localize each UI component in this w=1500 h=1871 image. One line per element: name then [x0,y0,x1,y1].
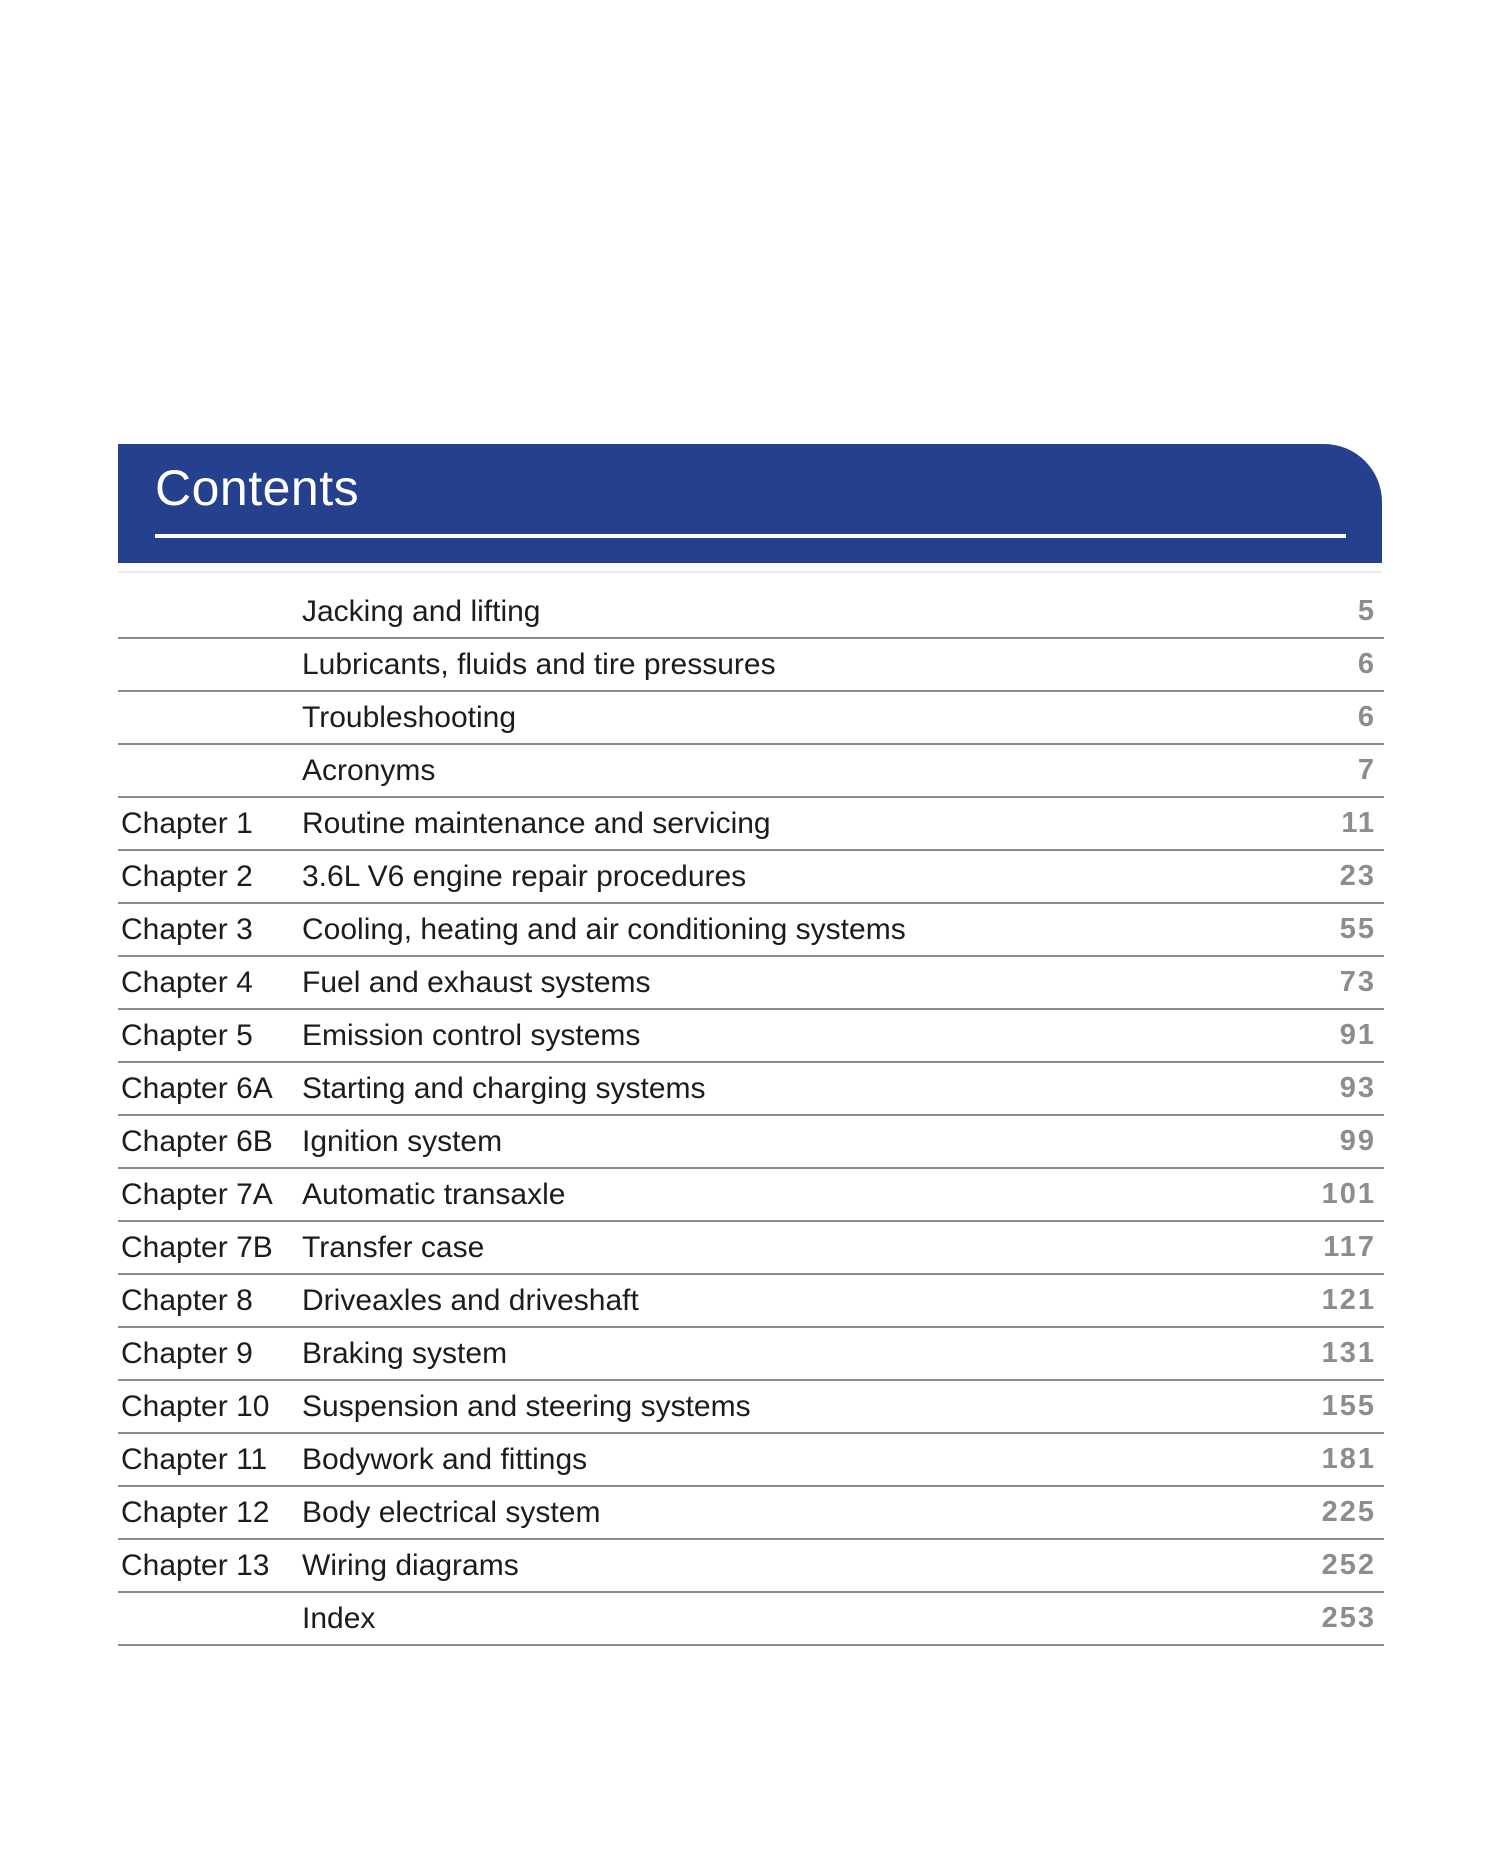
toc-row [118,904,1384,957]
page-number: 5 [1357,595,1376,627]
section-title: Emission control systems [302,1018,641,1052]
chapter-label: Chapter 6A [121,1071,273,1105]
section-title: Bodywork and fittings [302,1442,588,1476]
section-title: Suspension and steering systems [302,1389,751,1423]
chapter-label: Chapter 13 [121,1548,270,1582]
page-number: 99 [1339,1125,1376,1157]
chapter-label: Chapter 9 [121,1336,253,1370]
toc-row [118,957,1384,1010]
chapter-label: Chapter 6B [121,1124,273,1158]
page-number: 181 [1321,1443,1376,1475]
chapter-label: Chapter 7A [121,1177,273,1211]
section-title: Fuel and exhaust systems [302,965,651,999]
section-title: Jacking and lifting [302,594,541,628]
toc-row [118,1593,1384,1646]
chapter-label: Chapter 11 [121,1442,268,1476]
page-number: 55 [1339,913,1376,945]
section-title: Braking system [302,1336,508,1370]
section-title: Ignition system [302,1124,503,1158]
chapter-label: Chapter 2 [121,859,253,893]
toc-row [118,1116,1384,1169]
page-number: 155 [1321,1390,1376,1422]
section-title: Index [302,1601,376,1635]
page-number: 117 [1323,1231,1376,1263]
section-title: Cooling, heating and air conditioning systems [302,912,906,946]
page-number: 121 [1321,1284,1376,1316]
toc-row [118,1328,1384,1381]
page-number: 225 [1321,1496,1376,1528]
chapter-label: Chapter 10 [121,1389,270,1423]
page-number: 253 [1321,1602,1376,1634]
section-title: Acronyms [302,753,436,787]
section-title: Starting and charging systems [302,1071,706,1105]
toc-row [118,1222,1384,1275]
toc-row [118,692,1384,745]
section-title: Wiring diagrams [302,1548,519,1582]
toc-row [118,851,1384,904]
chapter-label: Chapter 3 [121,912,253,946]
page-title: Contents [155,460,360,516]
page-number: 7 [1357,754,1376,786]
toc-row [118,1169,1384,1222]
page-number: 101 [1321,1178,1376,1210]
section-title: Driveaxles and driveshaft [302,1283,639,1317]
page-number: 91 [1339,1019,1376,1051]
toc-row [118,798,1384,851]
toc-row [118,1275,1384,1328]
chapter-label: Chapter 1 [121,806,253,840]
toc-row [118,745,1384,798]
toc-row [118,1540,1384,1593]
section-title: Troubleshooting [302,700,517,734]
page-number: 252 [1321,1549,1376,1581]
chapter-label: Chapter 8 [121,1283,253,1317]
toc-list [118,586,1384,1646]
banner-underline [155,534,1346,538]
section-title: Body electrical system [302,1495,601,1529]
toc-row [118,1063,1384,1116]
page-number: 23 [1339,860,1376,892]
chapter-label: Chapter 7B [121,1230,273,1264]
banner-bottom-hairline [118,571,1382,573]
toc-row [118,639,1384,692]
toc-row [118,1434,1384,1487]
toc-row [118,1381,1384,1434]
page-number: 6 [1357,701,1376,733]
section-title: Lubricants, fluids and tire pressures [302,647,776,681]
chapter-label: Chapter 5 [121,1018,253,1052]
section-title: Automatic transaxle [302,1177,566,1211]
toc-row [118,586,1384,639]
page-number: 93 [1339,1072,1376,1104]
contents-banner [118,444,1382,563]
section-title: Transfer case [302,1230,485,1264]
page-number: 131 [1321,1337,1376,1369]
section-title: 3.6L V6 engine repair procedures [302,859,747,893]
page-number: 11 [1341,807,1376,839]
page-number: 6 [1357,648,1376,680]
chapter-label: Chapter 4 [121,965,253,999]
chapter-label: Chapter 12 [121,1495,270,1529]
section-title: Routine maintenance and servicing [302,806,771,840]
toc-row [118,1010,1384,1063]
page-number: 73 [1339,966,1376,998]
toc-row [118,1487,1384,1540]
